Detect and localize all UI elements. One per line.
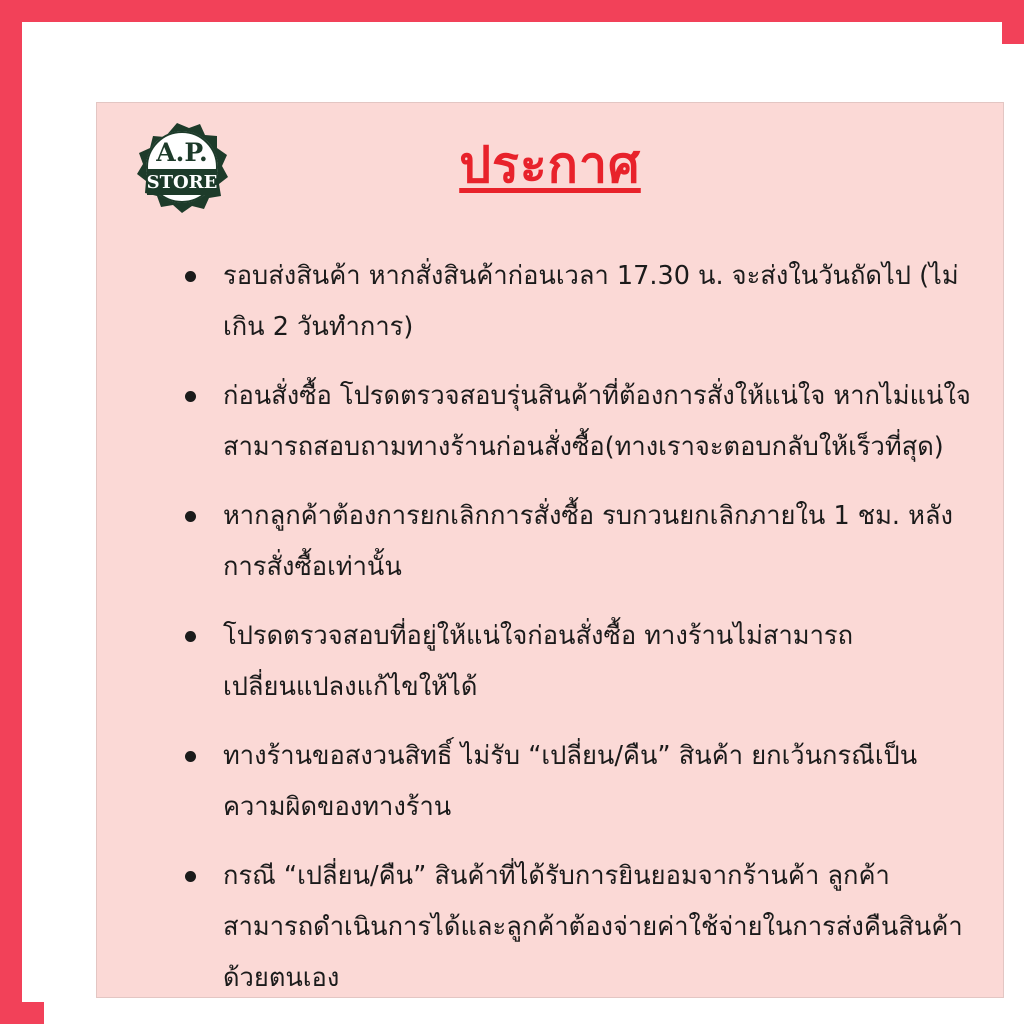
list-item-text: ทางร้านขอสงวนสิทธิ์ ไม่รับ “เปลี่ยน/คืน” สินค้า ยกเว้นกรณีเป็นความผิดของทางร้าน xyxy=(223,741,918,822)
list-item xyxy=(175,251,975,353)
page-title: ประกาศ xyxy=(459,136,641,194)
bullet-icon xyxy=(185,391,196,402)
bullet-icon xyxy=(185,271,196,282)
list-item-text: รอบส่งสินค้า หากสั่งสินค้าก่อนเวลา 17.30 น. จะส่งในวันถัดไป (ไม่เกิน 2 วันทำการ) xyxy=(223,261,959,342)
notice-list xyxy=(175,251,975,998)
list-item xyxy=(175,491,975,593)
list-item xyxy=(175,611,975,713)
notice-header xyxy=(97,103,1003,235)
list-item-text: หากลูกค้าต้องการยกเลิกการสั่งซื้อ รบกวนยกเลิกภายใน 1 ชม. หลังการสั่งซื้อเท่านั้น xyxy=(223,501,953,582)
list-item xyxy=(175,731,975,833)
logo-line2: STORE xyxy=(146,172,218,193)
list-item-text: โปรดตรวจสอบที่อยู่ให้แน่ใจก่อนสั่งซื้อ ทางร้านไม่สามารถเปลี่ยนแปลงแก้ไขให้ได้ xyxy=(223,621,854,702)
list-item xyxy=(175,371,975,473)
notice-card xyxy=(96,102,1004,998)
bullet-icon xyxy=(185,751,196,762)
logo-line1: A.P. xyxy=(156,138,208,167)
bullet-icon xyxy=(185,871,196,882)
list-item-text: ก่อนสั่งซื้อ โปรดตรวจสอบรุ่นสินค้าที่ต้องการสั่งให้แน่ใจ หากไม่แน่ใจสามารถสอบถามทางร้านก่อนสั่งซื้อ(ทางเราจะตอบกลับให้เร็วที่สุด) xyxy=(223,381,971,462)
bullet-icon xyxy=(185,511,196,522)
list-item xyxy=(175,851,975,998)
bullet-icon xyxy=(185,631,196,642)
white-inner-frame xyxy=(44,44,1024,1024)
list-item-text: กรณี “เปลี่ยน/คืน” สินค้าที่ได้รับการยินยอมจากร้านค้า ลูกค้าสามารถดำเนินการได้และลูกค้าต้องจ่ายค่าใช้จ่ายในการส่งคืนสินค้าด้วยตนเอง xyxy=(223,861,963,993)
